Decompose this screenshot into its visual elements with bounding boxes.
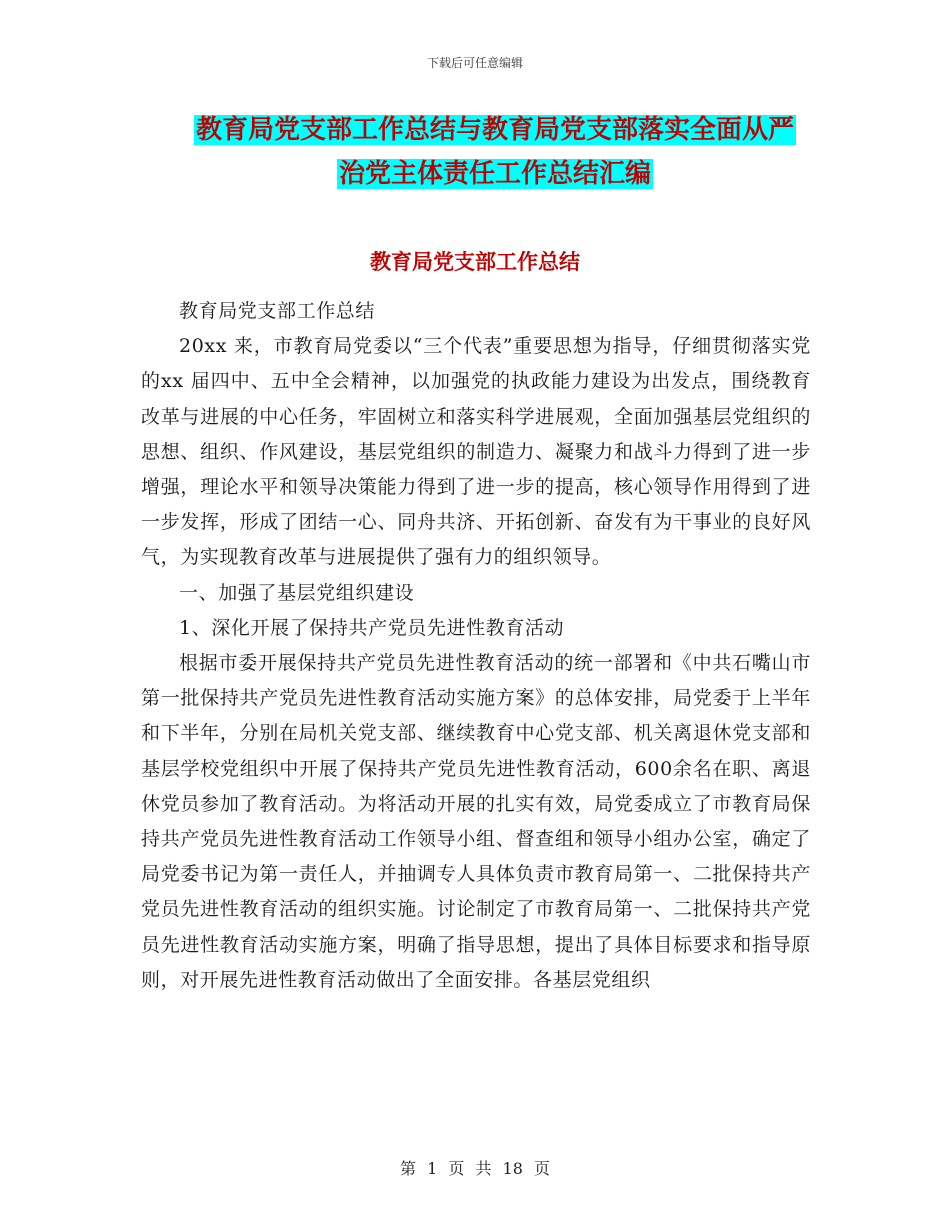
body-text xyxy=(141,294,811,998)
section-title: 教育局党支部工作总结 xyxy=(370,250,580,274)
document-title-line-1: 教育局党支部工作总结与教育局党支部落实全面从严 xyxy=(195,115,794,145)
heading-subsection-1: 1、深化开展了保持共产党员先进性教育活动 xyxy=(179,616,565,639)
heading-section-one: 一、加强了基层党组织建设 xyxy=(179,581,415,604)
paragraph-subtitle: 教育局党支部工作总结 xyxy=(179,300,376,322)
paragraph-activity: 根据市委开展保持共产党员先进性教育活动的统一部署和《中共石嘴山市第一批保持共产党员先进性教育活动实施方案》的总体安排，局党委于上半年和下半年，分别在局机关党支部、继续教育中心党支部、机关离退休党支部和基层学校党组织中开展了保持共产党员先进性教育活动，600余名在职、离退休党员参加了教育活动。为将活动开展的扎实有效，局党委成立了市教育局保持共产党员先进性教育活动工作领导小组、督查组和领导小组办公室，确定了局党委书记为第一责任人，并抽调专人具体负责市教育局第一、二批保持共产党员先进性教育活动的组织实施。讨论制定了市教育局第一、二批保持共产党员先进性教育活动实施方案，明确了指导思想，提出了具体目标要求和指导原则，对开展先进性教育活动做出了全面安排。各基层党组织 xyxy=(141,652,811,991)
header-note: 下载后可任意编辑 xyxy=(426,56,523,70)
document-title-line-2: 治党主体责任工作总结汇编 xyxy=(338,159,651,189)
paragraph-intro: 20xx 来，市教育局党委以“三个代表”重要思想为指导，仔细贯彻落实党的xx 届四中、五中全会精神，以加强党的执政能力建设为出发点，围绕教育改革与进展的中心任务，牢固树立和落实科学进展观，全面加强基层党组织的思想、组织、作风建设，基层党组织的制造力、凝聚力和战斗力得到了进一步增强，理论水平和领导决策能力得到了进一步的提高，核心领导作用得到了进一步发挥，形成了团结一心、同舟共济、开拓创新、奋发有为干事业的良好风气，为实现教育改革与进展提供了强有力的组织领导。 xyxy=(141,335,811,569)
document-title xyxy=(140,108,850,196)
page-footer: 第 1 页 共 18 页 xyxy=(400,1159,550,1178)
